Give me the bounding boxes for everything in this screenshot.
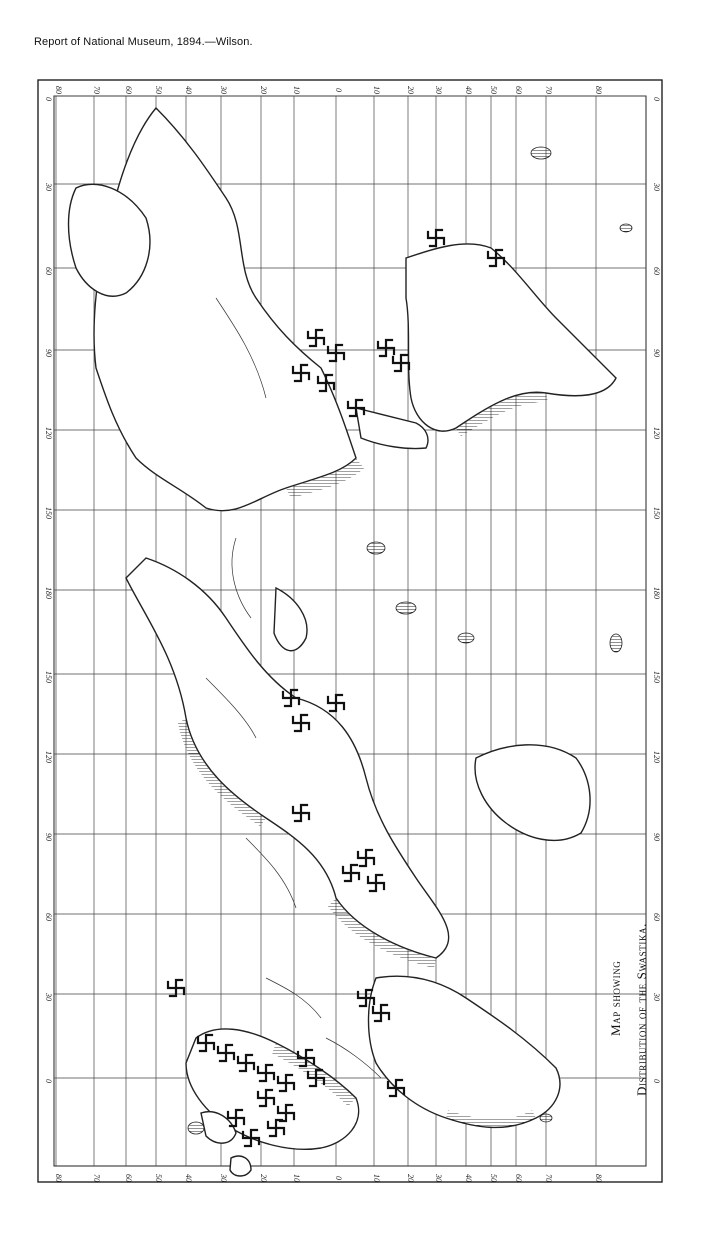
- longitude-label-right: 0: [652, 97, 661, 101]
- longitude-label-left: 0: [44, 97, 53, 101]
- map-title: [608, 922, 678, 1128]
- longitude-label-right: 90: [652, 349, 661, 357]
- latitude-label-bottom: 30: [219, 1174, 228, 1182]
- latitude-label-bottom: 0: [334, 1176, 343, 1180]
- japan-landmass: [274, 588, 307, 651]
- longitude-label-right: 120: [652, 751, 661, 763]
- swastika-marker: [168, 980, 184, 996]
- longitude-label-right: 60: [652, 913, 661, 921]
- longitude-label-right: 30: [652, 183, 661, 191]
- latitude-label-bottom: 50: [154, 1174, 163, 1182]
- swastika-marker: [428, 230, 444, 246]
- latitude-label-bottom: 80: [594, 1174, 603, 1182]
- latitude-label-bottom: 60: [514, 1174, 523, 1182]
- swastika-marker: [393, 355, 409, 371]
- north-america-landmass: [94, 108, 356, 511]
- longitude-label-right: 150: [652, 507, 661, 519]
- longitude-label-left: 120: [44, 427, 53, 439]
- latitude-label-top: 70: [544, 86, 553, 94]
- longitude-label-right: 60: [652, 267, 661, 275]
- longitude-label-left: 150: [44, 671, 53, 683]
- latitude-label-top: 10: [372, 86, 381, 94]
- longitude-label-right: 150: [652, 671, 661, 683]
- latitude-label-top: 60: [124, 86, 133, 94]
- latitude-label-top: 40: [184, 86, 193, 94]
- latitude-label-top: 10: [292, 86, 301, 94]
- swastika-marker: [378, 340, 394, 356]
- page-header: Report of National Museum, 1894.—Wilson.: [34, 36, 253, 48]
- longitude-label-left: 60: [44, 913, 53, 921]
- longitude-label-right: 90: [652, 833, 661, 841]
- longitude-label-left: 120: [44, 751, 53, 763]
- longitude-label-left: 180: [44, 587, 53, 599]
- latitude-label-bottom: 30: [434, 1174, 443, 1182]
- swastika-marker: [308, 330, 324, 346]
- top-longitude-labels: [54, 85, 603, 94]
- swastika-marker: [328, 345, 344, 361]
- latitude-label-top: 80: [594, 86, 603, 94]
- latitude-label-bottom: 80: [54, 1174, 63, 1182]
- longitude-label-right: 120: [652, 427, 661, 439]
- latitude-label-bottom: 50: [489, 1174, 498, 1182]
- longitude-label-right: 0: [652, 1079, 661, 1083]
- latitude-label-bottom: 10: [292, 1174, 301, 1182]
- latitude-label-bottom: 70: [92, 1174, 101, 1182]
- africa-landmass: [369, 976, 560, 1127]
- latitude-label-top: 60: [514, 86, 523, 94]
- australia-landmass: [475, 745, 590, 841]
- longitude-label-left: 90: [44, 349, 53, 357]
- left-latitude-labels: [44, 97, 53, 1083]
- latitude-label-bottom: 20: [406, 1174, 415, 1182]
- latitude-label-bottom: 20: [259, 1174, 268, 1182]
- latitude-label-bottom: 70: [544, 1174, 553, 1182]
- latitude-label-top: 30: [434, 86, 443, 94]
- latitude-label-top: 20: [406, 86, 415, 94]
- latitude-label-top: 50: [489, 86, 498, 94]
- bottom-longitude-labels: [54, 1173, 603, 1182]
- latitude-label-top: 20: [259, 86, 268, 94]
- longitude-label-right: 30: [652, 993, 661, 1001]
- latitude-label-top: 80: [54, 86, 63, 94]
- swastika-marker: [328, 695, 344, 711]
- latitude-label-bottom: 40: [184, 1174, 193, 1182]
- longitude-label-left: 60: [44, 267, 53, 275]
- longitude-label-left: 150: [44, 507, 53, 519]
- latitude-label-top: 30: [219, 86, 228, 94]
- longitude-label-right: 180: [652, 587, 661, 599]
- longitude-label-left: 30: [44, 183, 53, 191]
- latitude-label-bottom: 10: [372, 1174, 381, 1182]
- british-isles-landmass: [230, 1156, 251, 1176]
- latitude-label-bottom: 60: [124, 1174, 133, 1182]
- world-map: [36, 78, 664, 1184]
- latitude-label-top: 50: [154, 86, 163, 94]
- latitude-label-top: 70: [92, 86, 101, 94]
- longitude-label-left: 0: [44, 1079, 53, 1083]
- latitude-label-top: 0: [334, 88, 343, 92]
- longitude-label-left: 90: [44, 833, 53, 841]
- longitude-label-left: 30: [44, 993, 53, 1001]
- latitude-label-top: 40: [464, 86, 473, 94]
- map-title-line-2: Distribution of the Swastika.: [634, 922, 649, 1096]
- map-title-line-1: Map showing: [608, 960, 623, 1036]
- latitude-label-bottom: 40: [464, 1174, 473, 1182]
